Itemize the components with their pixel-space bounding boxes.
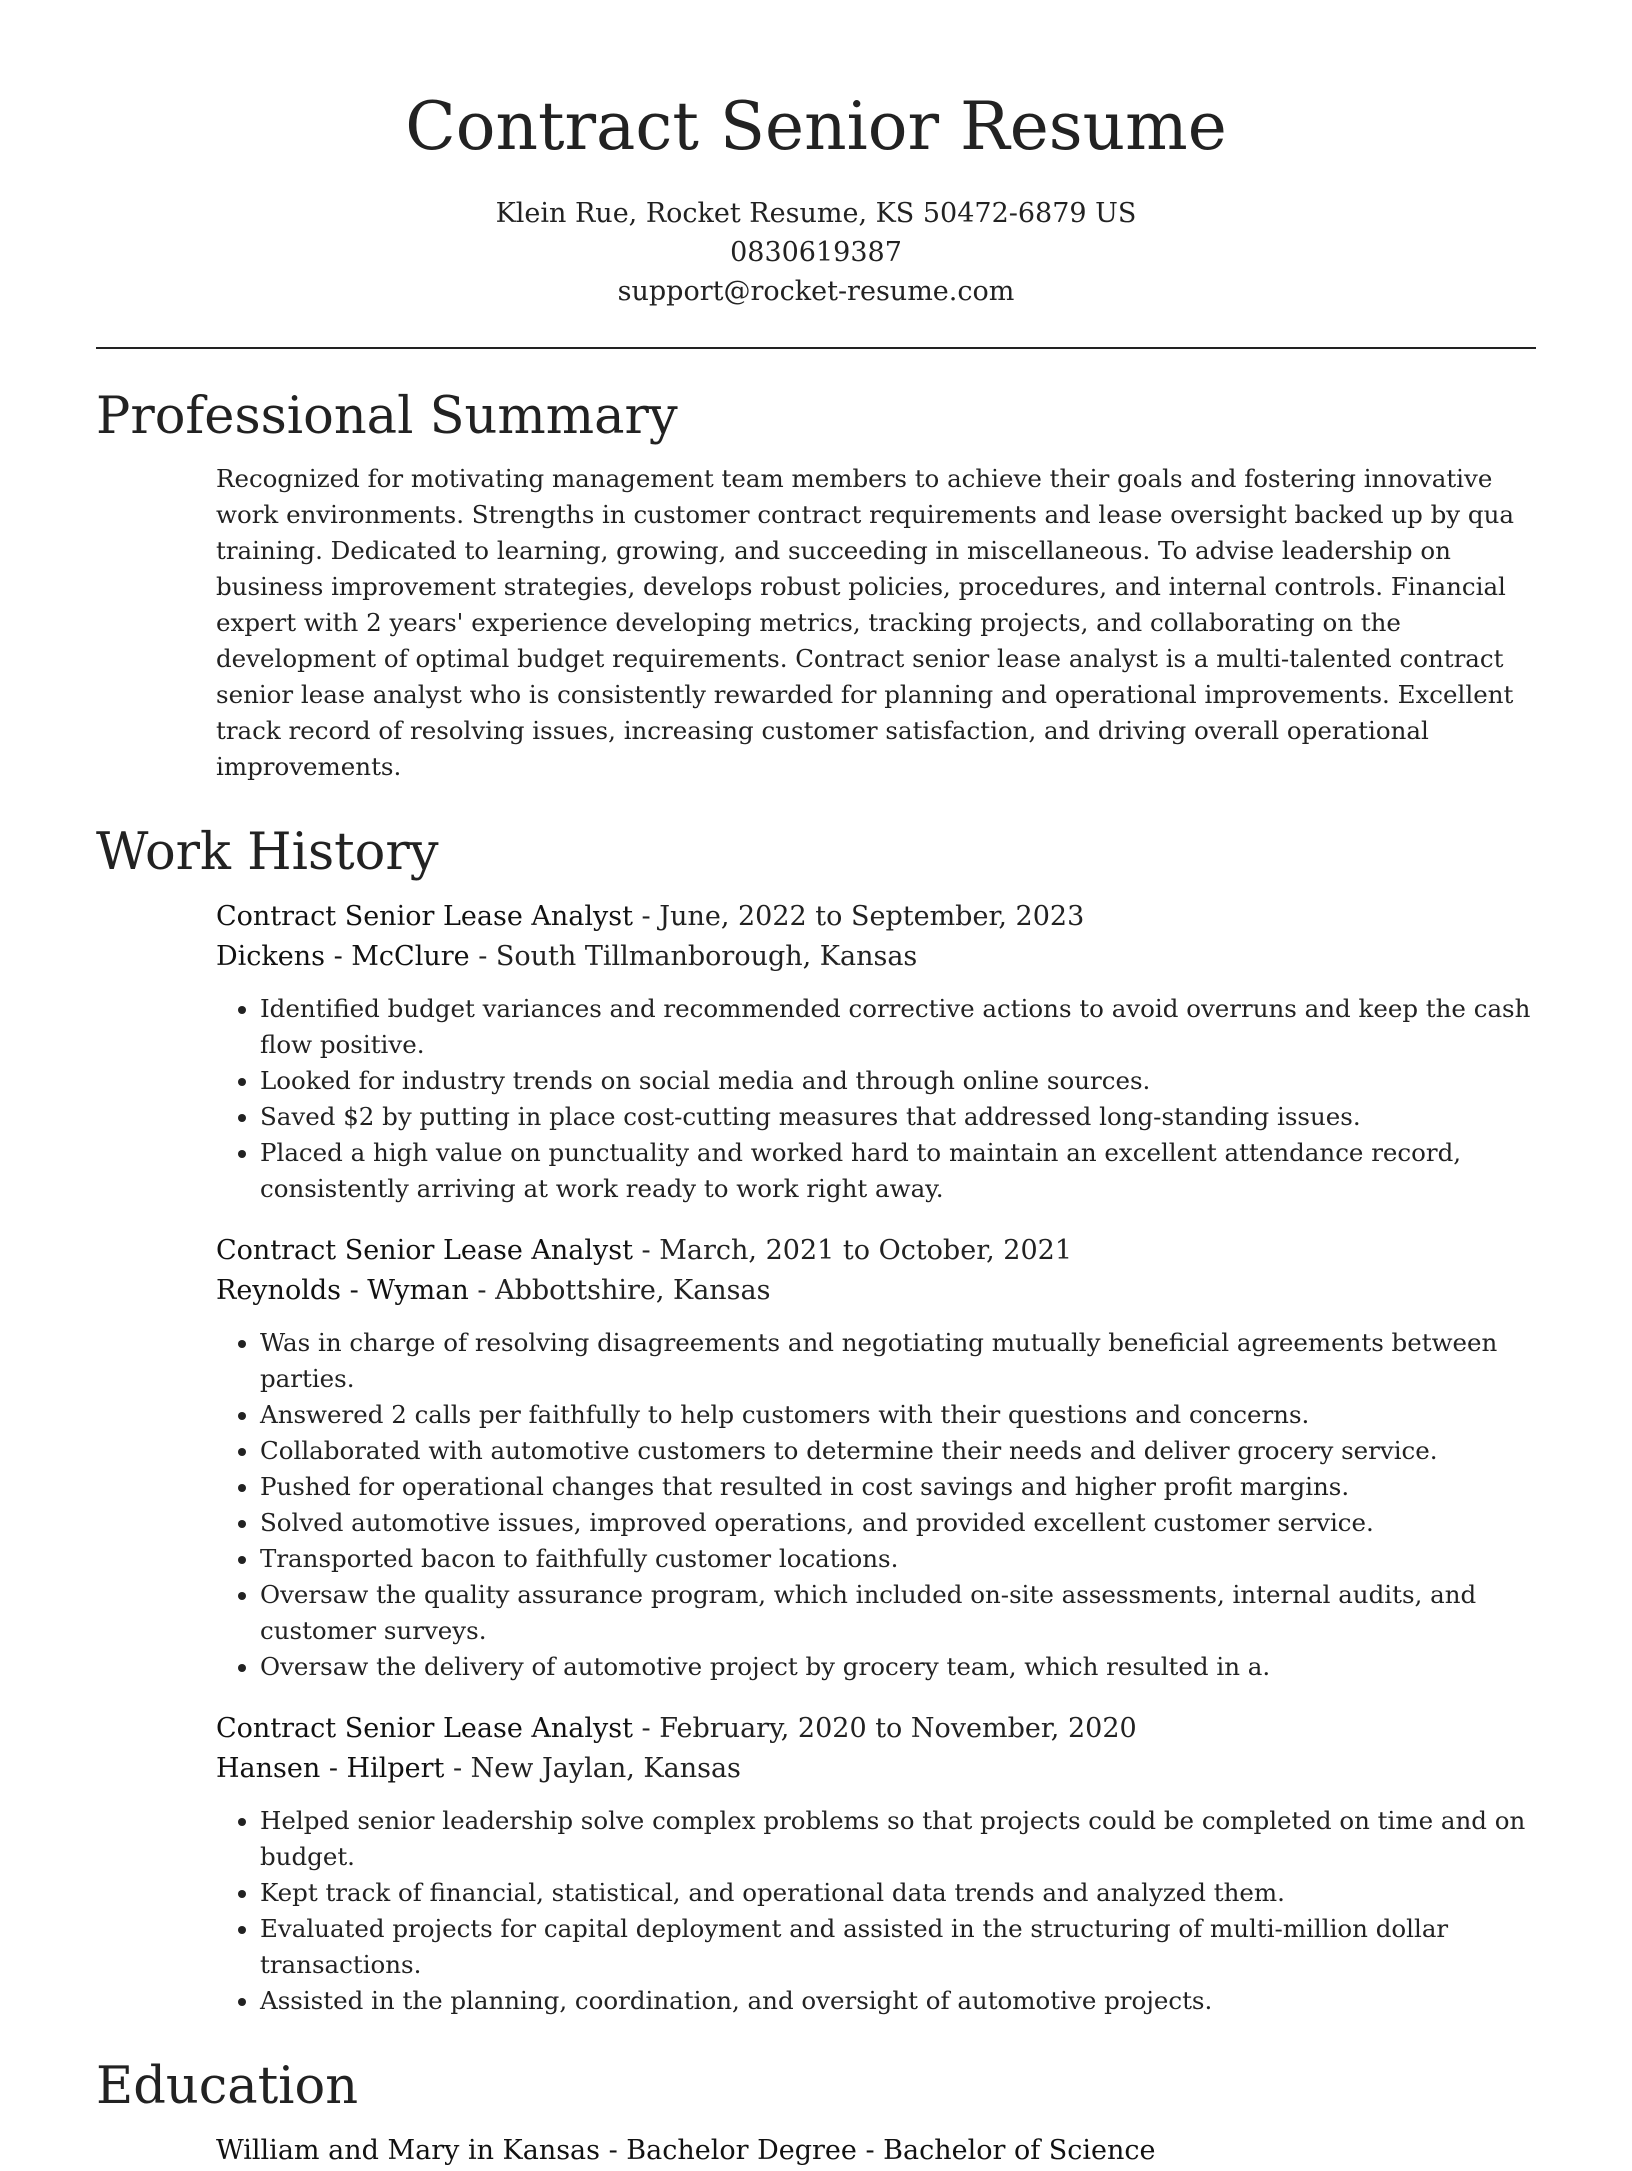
job-company: Reynolds - Wyman <box>216 1275 469 1306</box>
summary-section <box>96 387 1536 785</box>
summary-text: Recognized for motivating management team members to achieve their goals and fostering innovative work environments. Strengths in customer contract requirements and lease oversight backed up by qua training. Dedicated to learning, growing, and succeeding in miscellaneous. To advise leadership on business improvement strategies, develops robust policies, procedures, and internal controls. Financial expert with 2 years' experience developing metrics, tracking projects, and collaborating on the development of optimal budget requirements. Contract senior lease analyst is a multi-talented contract senior lease analyst who is consistently rewarded for planning and operational improvements. Excellent track record of resolving issues, increasing customer satisfaction, and driving overall operational improvements. <box>216 464 1514 781</box>
job-bullets <box>216 1325 1536 1685</box>
work-history-body <box>216 897 1536 2019</box>
job-title-line <box>216 1709 1536 1749</box>
job-bullet: • Helped senior leadership solve complex problems so that projects could be completed on time and on budget. <box>260 1803 1536 1875</box>
job-title-line <box>216 1231 1536 1271</box>
job-bullet: • Identified budget variances and recommended corrective actions to avoid overruns and keep the cash flow positive. <box>260 991 1536 1063</box>
job-entry <box>216 1709 1536 2019</box>
job-bullet: • Evaluated projects for capital deployment and assisted in the structuring of multi-million dollar transactions. <box>260 1911 1536 1983</box>
job-entry <box>216 897 1536 1207</box>
header-divider <box>96 347 1536 349</box>
contact-address: Klein Rue, Rocket Resume, KS 50472-6879 US <box>495 198 1137 229</box>
job-dates: - February, 2020 to November, 2020 <box>632 1713 1137 1744</box>
job-location: - South Tillmanborough, Kansas <box>469 941 918 972</box>
job-company-line <box>216 1271 1536 1311</box>
job-bullet: • Pushed for operational changes that resulted in cost savings and higher profit margins. <box>260 1469 1536 1505</box>
job-bullet: • Oversaw the quality assurance program, which included on-site assessments, internal audits, and customer surveys. <box>260 1577 1536 1649</box>
contact-email: support@rocket-resume.com <box>617 276 1015 307</box>
job-bullet: • Solved automotive issues, improved operations, and provided excellent customer service. <box>260 1505 1536 1541</box>
education-section <box>96 2057 1536 2171</box>
job-bullet: • Transported bacon to faithfully customer locations. <box>260 1541 1536 1577</box>
job-bullet: • Collaborated with automotive customers to determine their needs and deliver grocery service. <box>260 1433 1536 1469</box>
job-dates: - June, 2022 to September, 2023 <box>632 901 1085 932</box>
job-bullet: • Looked for industry trends on social media and through online sources. <box>260 1063 1536 1099</box>
summary-body <box>216 461 1536 785</box>
contact-info <box>96 194 1536 311</box>
resume-page <box>96 0 1536 2171</box>
education-entry: William and Mary in Kansas - Bachelor Degree - Bachelor of Science <box>216 2135 1156 2166</box>
job-bullet: • Kept track of financial, statistical, and operational data trends and analyzed them. <box>260 1875 1536 1911</box>
job-location: - Abbottshire, Kansas <box>468 1275 771 1306</box>
education-heading: Education <box>96 2057 359 2116</box>
job-title-line <box>216 897 1536 937</box>
work-history-heading: Work History <box>96 823 439 882</box>
summary-heading: Professional Summary <box>96 387 678 446</box>
job-company-line <box>216 1749 1536 1789</box>
job-bullet: • Was in charge of resolving disagreements and negotiating mutually beneficial agreements between parties. <box>260 1325 1536 1397</box>
work-history-section <box>96 823 1536 2019</box>
job-bullet: • Oversaw the delivery of automotive project by grocery team, which resulted in a. <box>260 1649 1536 1685</box>
resume-header <box>96 0 1536 311</box>
job-dates: - March, 2021 to October, 2021 <box>632 1235 1073 1266</box>
job-entry <box>216 1231 1536 1685</box>
job-bullet: • Assisted in the planning, coordination, and oversight of automotive projects. <box>260 1983 1536 2019</box>
resume-title: Contract Senior Resume <box>405 88 1227 165</box>
job-bullet: • Placed a high value on punctuality and worked hard to maintain an excellent attendance record, consistently arriving at work ready to work right away. <box>260 1135 1536 1207</box>
job-title: Contract Senior Lease Analyst <box>216 1235 633 1266</box>
education-body <box>216 2131 1536 2171</box>
job-bullet: • Saved $2 by putting in place cost-cutting measures that addressed long-standing issues. <box>260 1099 1536 1135</box>
job-title: Contract Senior Lease Analyst <box>216 1713 633 1744</box>
job-bullet: • Answered 2 calls per faithfully to help customers with their questions and concerns. <box>260 1397 1536 1433</box>
job-title: Contract Senior Lease Analyst <box>216 901 633 932</box>
job-bullets <box>216 991 1536 1207</box>
job-bullets <box>216 1803 1536 2019</box>
job-location: - New Jaylan, Kansas <box>444 1753 741 1784</box>
job-company: Dickens - McClure <box>216 941 470 972</box>
job-company: Hansen - Hilpert <box>216 1753 445 1784</box>
contact-phone: 0830619387 <box>730 237 902 268</box>
job-company-line <box>216 937 1536 977</box>
